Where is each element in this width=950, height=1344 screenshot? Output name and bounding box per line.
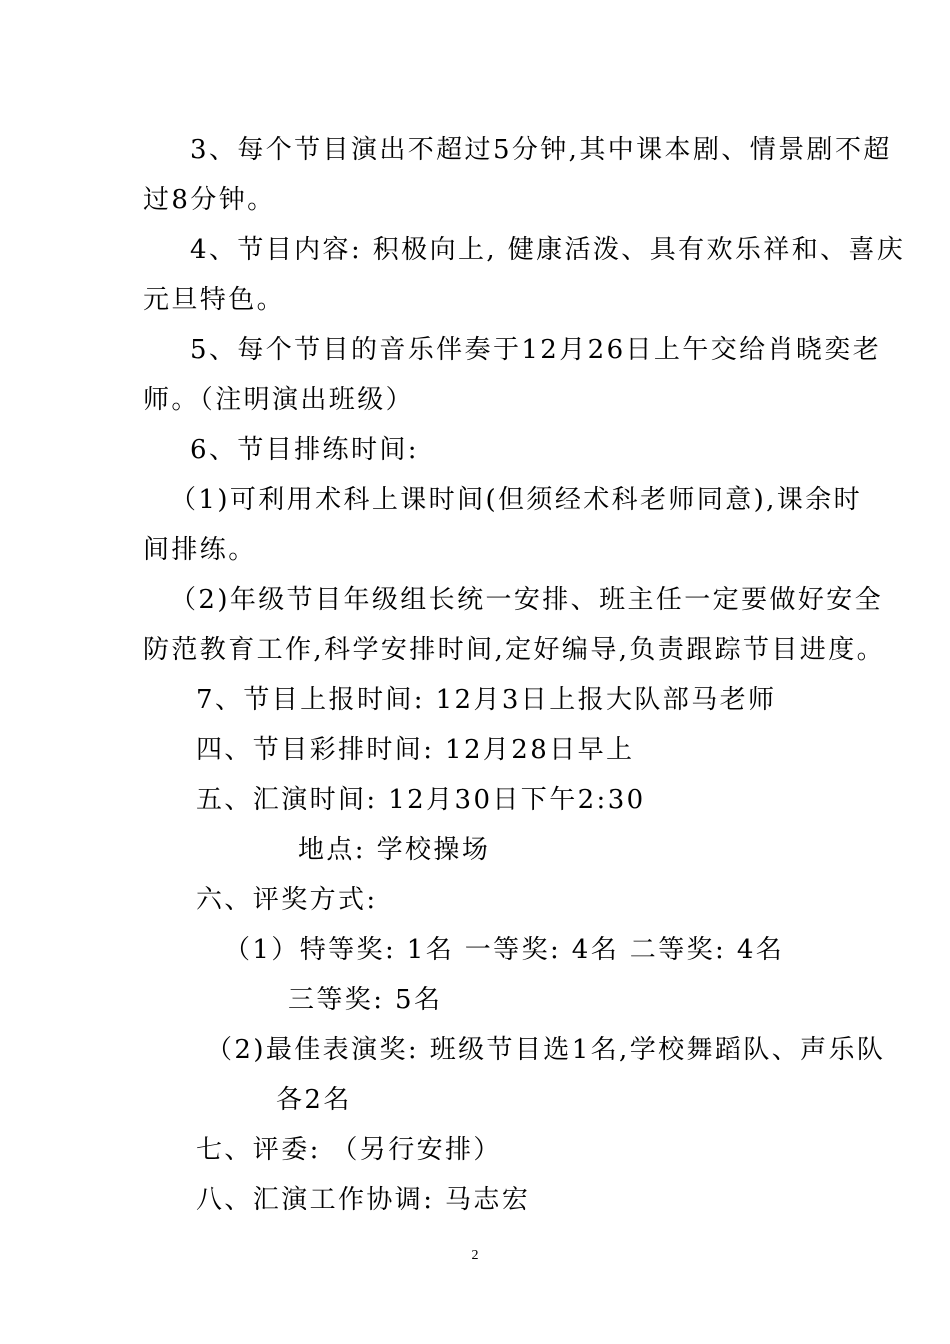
page-number: 2 xyxy=(471,1248,479,1263)
section-5-location: 地点: 学校操场 xyxy=(298,835,491,865)
award-line-1: （1）特等奖: 1名 一等奖: 4名 二等奖: 4名 xyxy=(224,935,785,965)
paragraph-item-4-line-1: 4、节目内容: 积极向上, 健康活泼、具有欢乐祥和、喜庆 xyxy=(190,235,906,265)
paragraph-item-6-2-line-1: （2)年级节目年级组长统一安排、班主任一定要做好安全 xyxy=(170,585,884,615)
paragraph-item-6-2-line-2: 防范教育工作,科学安排时间,定好编导,负责跟踪节目进度。 xyxy=(143,635,885,665)
section-6-heading: 六、评奖方式: xyxy=(196,885,378,915)
paragraph-item-4-line-2: 元旦特色。 xyxy=(143,285,286,315)
paragraph-item-3-line-1: 3、每个节目演出不超过5分钟,其中课本剧、情景剧不超 xyxy=(190,135,892,165)
paragraph-item-3-line-2: 过8分钟。 xyxy=(143,185,276,215)
paragraph-item-5-line-2: 师。（注明演出班级） xyxy=(143,385,415,415)
paragraph-item-5-line-1: 5、每个节目的音乐伴奏于12月26日上午交给肖晓奕老 xyxy=(190,335,882,365)
paragraph-item-6-1-line-2: 间排练。 xyxy=(143,535,257,565)
section-8-coordination: 八、汇演工作协调: 马志宏 xyxy=(196,1185,531,1215)
paragraph-item-6-heading: 6、节目排练时间: xyxy=(190,435,419,465)
section-7-judges: 七、评委: （另行安排） xyxy=(196,1135,502,1165)
paragraph-item-7: 7、节目上报时间: 12月3日上报大队部马老师 xyxy=(196,685,777,715)
section-4-rehearsal-time: 四、节目彩排时间: 12月28日早上 xyxy=(196,735,635,765)
award-line-2: 三等奖: 5名 xyxy=(288,985,443,1015)
award-line-3: （2)最佳表演奖: 班级节目选1名,学校舞蹈队、声乐队 xyxy=(206,1035,886,1065)
award-line-4: 各2名 xyxy=(276,1085,352,1115)
paragraph-item-6-1-line-1: （1)可利用术科上课时间(但须经术科老师同意),课余时 xyxy=(170,485,863,515)
section-5-performance-time: 五、汇演时间: 12月30日下午2:30 xyxy=(196,785,646,815)
